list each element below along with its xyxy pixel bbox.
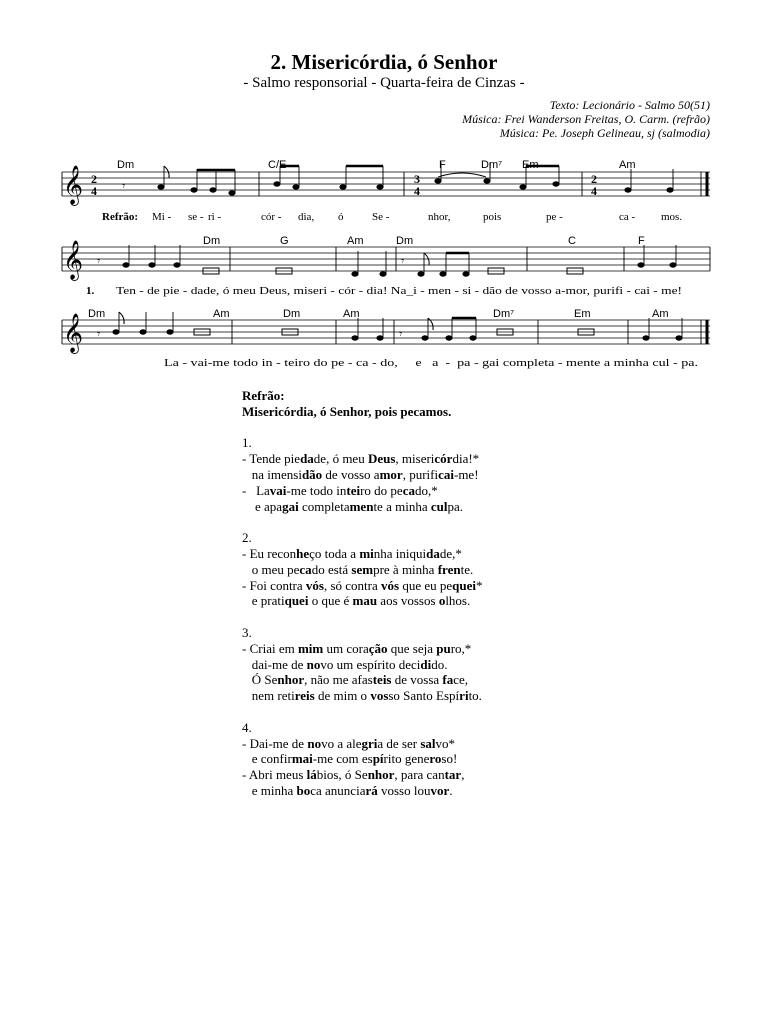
text-segment: nem reti (242, 688, 295, 704)
chord: Am (213, 308, 230, 320)
stressed-syllable: vós (381, 577, 400, 593)
staff-lines (62, 172, 710, 196)
rest: 𝄾 (399, 327, 403, 341)
stanza-line (242, 767, 682, 783)
text-segment: , miseri (395, 451, 435, 467)
text-segment: do. (431, 656, 448, 672)
text-segment: que seja (387, 640, 437, 656)
time-signature: 2 (591, 172, 597, 186)
text-segment: ce, (453, 672, 469, 688)
syllable: ó (338, 211, 344, 223)
text-segment: - Criai em (242, 640, 298, 656)
syllable: ca - (619, 211, 636, 223)
stressed-syllable: gri (361, 735, 378, 751)
credit-music-refrain: Música: Frei Wanderson Freitas, O. Carm. (refrão) (462, 112, 710, 126)
chord: Dm⁷ (481, 159, 503, 171)
time-signature: 4 (91, 184, 97, 198)
stressed-syllable: pí (372, 751, 384, 767)
text-segment: - Dai-me de (242, 735, 308, 751)
stressed-syllable: mau (352, 593, 378, 609)
stressed-syllable: ca (299, 561, 312, 577)
stressed-syllable: quei (284, 593, 309, 609)
stanza-line (242, 578, 682, 594)
syllable: mos. (661, 211, 683, 223)
text-segment: a de ser (377, 735, 421, 751)
text-segment: lhos. (445, 593, 471, 609)
text-segment: o que é (308, 593, 353, 609)
note (421, 335, 428, 340)
stressed-syllable: ri (459, 688, 469, 704)
stressed-syllable: fren (437, 561, 461, 577)
lyrics-system-3 (164, 357, 698, 369)
note (519, 184, 526, 189)
stressed-syllable: men (349, 498, 374, 514)
stanza-line (242, 483, 682, 499)
text-segment: do,* (414, 482, 438, 498)
stanza-line (242, 546, 682, 562)
text-segment: ca anuncia (310, 782, 366, 798)
rest: 𝄾 (122, 179, 126, 193)
stanza-line (242, 641, 682, 657)
time-signature: 3 (414, 172, 420, 186)
chord: Am (652, 308, 669, 320)
note (462, 271, 469, 276)
text-segment: , não me afas (304, 672, 373, 688)
psalm-text (242, 388, 682, 799)
syllable: cór - (261, 211, 282, 223)
stanza-number: 3. (242, 624, 252, 640)
stanza-line (242, 451, 682, 467)
stanza-line (242, 783, 682, 799)
syllable: nhor, (428, 211, 451, 223)
verse-number: 1. (86, 285, 95, 297)
note (157, 184, 164, 189)
stressed-syllable: rá (365, 782, 378, 798)
syllable: Se - (372, 211, 390, 223)
text-segment: bios, ó Se (316, 767, 368, 783)
text-segment: so Santo Espí (388, 688, 460, 704)
stressed-syllable: ca (402, 482, 415, 498)
stressed-syllable: tar (444, 767, 462, 783)
syllable: ri - (208, 211, 222, 223)
stanza-number: 2. (242, 530, 252, 546)
stanza-gap (242, 704, 682, 720)
page-subtitle: - Salmo responsorial - Quarta-feira de Cinzas - (243, 75, 525, 91)
syllable: se - (188, 211, 204, 223)
note (228, 190, 235, 195)
treble-clef: 𝄞 (63, 167, 84, 204)
text-segment: * (475, 577, 483, 593)
text-segment: ro do pe (360, 482, 403, 498)
stressed-syllable: o (438, 593, 446, 609)
stressed-syllable: no (306, 656, 321, 672)
text-segment: te a minha (373, 498, 431, 514)
stressed-syllable: vós (305, 577, 324, 593)
stressed-syllable: he (296, 545, 310, 561)
text-segment: na imensi (242, 466, 302, 482)
stressed-syllable: da (426, 545, 440, 561)
chord: Dm (203, 235, 221, 247)
note (376, 335, 383, 340)
stressed-syllable: tei (346, 482, 361, 498)
stressed-syllable: da (300, 451, 314, 467)
stressed-syllable: gai (282, 498, 299, 514)
chord: Am (343, 308, 360, 320)
note (173, 262, 180, 267)
note (339, 184, 346, 189)
text-segment: , (461, 767, 465, 783)
stressed-syllable: mor (379, 466, 403, 482)
text-segment: - La (242, 482, 270, 498)
time-signature: 4 (414, 184, 420, 198)
text-segment: vo um espírito deci (320, 656, 421, 672)
syllable: pois (483, 211, 502, 223)
note (148, 262, 155, 267)
stressed-syllable: nhor (277, 672, 305, 688)
time-signature: 4 (591, 184, 597, 198)
text-segment: e apa (242, 498, 283, 514)
text-segment: . (449, 782, 453, 798)
note (624, 187, 631, 192)
text-segment: um cora (323, 640, 369, 656)
chords-system-3 (88, 308, 669, 320)
refrain-text: Misericórdia, ó Senhor, pois pecamos. (242, 403, 452, 419)
syllable: dia, (298, 211, 315, 223)
note (292, 184, 299, 189)
verse-lyrics: Ten - de pie - dade, ó meu Deus, miseri - cór - dia! Na_i - men - si - dão de vosso a-mor, purifi - cai - me! (116, 285, 682, 297)
chord: Em (522, 159, 539, 171)
note (675, 335, 682, 340)
note (209, 187, 216, 192)
note (379, 271, 386, 276)
stanza-line (242, 593, 682, 609)
note (351, 335, 358, 340)
stressed-syllable: mai (291, 751, 313, 767)
treble-clef: 𝄞 (63, 242, 84, 279)
lyrics-system-2 (86, 285, 682, 297)
stressed-syllable: vor (430, 782, 450, 798)
credit-music-psalmody: Música: Pe. Joseph Gelineau, sj (salmodia) (499, 126, 710, 140)
note (666, 187, 673, 192)
text-segment: e minha (242, 782, 297, 798)
text-segment: pre à minha (373, 561, 438, 577)
rest: 𝄾 (97, 254, 101, 268)
text-segment: , só contra (323, 577, 382, 593)
note (642, 335, 649, 340)
note (273, 181, 280, 186)
syllable: pe - (546, 211, 563, 223)
stressed-syllable: di (420, 656, 432, 672)
credits (462, 98, 710, 140)
chord: G (280, 235, 289, 247)
stressed-syllable: vos (370, 688, 389, 704)
chord: F (638, 235, 645, 247)
text-segment: de vosso a (322, 466, 380, 482)
chords-system-2 (203, 235, 645, 247)
stanza-line (242, 657, 682, 673)
text-segment: , para can (394, 767, 445, 783)
refrain-label: Refrão: (102, 211, 139, 223)
stanza-line (242, 688, 682, 704)
stanza-line (242, 751, 682, 767)
note (483, 178, 490, 183)
note (417, 271, 424, 276)
note (139, 329, 146, 334)
text-segment: do está (311, 561, 352, 577)
chord: Em (574, 308, 591, 320)
text-segment: so! (441, 751, 458, 767)
text-segment: - Tende pie (242, 451, 301, 467)
text-segment: que eu pe (399, 577, 453, 593)
note (190, 187, 197, 192)
note (552, 181, 559, 186)
text-segment: vo* (435, 735, 456, 751)
text-segment: completa (298, 498, 350, 514)
note (376, 184, 383, 189)
stanza-line (242, 736, 682, 752)
text-segment: de vossa (391, 672, 443, 688)
stressed-syllable: ro (429, 751, 442, 767)
text-segment: vo a ale (321, 735, 362, 751)
note (122, 262, 129, 267)
chord: Am (347, 235, 364, 247)
note (669, 262, 676, 267)
chord: Dm (117, 159, 135, 171)
lyrics-system-1 (102, 211, 682, 223)
stressed-syllable: nhor (367, 767, 395, 783)
stressed-syllable: mi (359, 545, 374, 561)
text-segment: e confir (242, 751, 292, 767)
stanza-number: 1. (242, 435, 252, 451)
stressed-syllable: mim (297, 640, 324, 656)
text-segment: -me com es (312, 751, 373, 767)
text-segment: -me todo in (286, 482, 347, 498)
stressed-syllable: cul (430, 498, 448, 514)
stressed-syllable: lá (306, 767, 317, 783)
stressed-syllable: no (307, 735, 322, 751)
stressed-syllable: sem (351, 561, 374, 577)
stanza-line (242, 672, 682, 688)
chord: Dm (396, 235, 414, 247)
rest: 𝄾 (97, 327, 101, 341)
stressed-syllable: dão (301, 466, 323, 482)
stanza-line (242, 499, 682, 515)
time-signature: 2 (91, 172, 97, 186)
text-segment: aos vossos (377, 593, 439, 609)
stressed-syllable: reis (294, 688, 315, 704)
stanza-line (242, 562, 682, 578)
chord: Dm (88, 308, 106, 320)
stressed-syllable: cór (434, 451, 453, 467)
text-segment: te. (460, 561, 474, 577)
text-segment: ço toda a (309, 545, 360, 561)
page-title: 2. Misericórdia, ó Senhor (270, 50, 498, 74)
note (166, 329, 173, 334)
text-segment: rito gene (383, 751, 430, 767)
stanza-gap (242, 514, 682, 530)
text-segment: - Eu recon (242, 545, 297, 561)
stressed-syllable: fa (442, 672, 454, 688)
note (434, 178, 441, 183)
stressed-syllable: bo (296, 782, 311, 798)
stressed-syllable: Deus (367, 451, 396, 467)
text-segment: -me! (453, 466, 479, 482)
chord: F (439, 159, 446, 171)
text-segment: nha iniqui (373, 545, 427, 561)
text-segment: to. (468, 688, 482, 704)
note (439, 271, 446, 276)
stanza-line (242, 467, 682, 483)
text-segment: - Foi contra (242, 577, 306, 593)
stressed-syllable: teis (372, 672, 392, 688)
stressed-syllable: quei (452, 577, 476, 593)
note (445, 335, 452, 340)
syllable: Mi - (152, 211, 172, 223)
refrain-label: Refrão: (242, 388, 285, 403)
text-segment: vosso lou (377, 782, 431, 798)
stanza-gap (242, 420, 682, 436)
stressed-syllable: vai (269, 482, 287, 498)
music-score (0, 150, 768, 375)
system-3 (62, 312, 710, 354)
text-segment: de,* (439, 545, 462, 561)
chord: C/E (268, 159, 287, 171)
text-segment: - Abri meus (242, 767, 307, 783)
treble-clef: 𝄞 (63, 315, 84, 352)
stressed-syllable: sal (420, 735, 436, 751)
stressed-syllable: pu (436, 640, 451, 656)
chord: Am (619, 159, 636, 171)
stanzas (242, 420, 682, 799)
system-2 (62, 241, 710, 281)
chord: Dm⁷ (493, 308, 515, 320)
note (637, 262, 644, 267)
verse-lyrics: La - vai-me todo in - teiro do pe - ca - do, e a - pa - gai completa - mente a minha cul - pa. (164, 357, 699, 369)
staff-lines (62, 320, 710, 344)
text-segment: de mim o (314, 688, 371, 704)
text-segment: de, ó meu (313, 451, 368, 467)
chord: Dm (283, 308, 301, 320)
note (469, 335, 476, 340)
text-segment: pa. (447, 498, 463, 514)
text-segment: dia!* (452, 451, 480, 467)
system-1 (62, 162, 710, 206)
stressed-syllable: cai (438, 466, 454, 482)
text-segment: e prati (242, 593, 285, 609)
text-segment: , purifi (402, 466, 439, 482)
text-segment: dai-me de (242, 656, 307, 672)
stressed-syllable: ção (368, 640, 388, 656)
note (351, 271, 358, 276)
text-segment: o meu pe (242, 561, 300, 577)
stanza-gap (242, 609, 682, 625)
text-segment: Ó Se (242, 672, 278, 688)
note (112, 329, 119, 334)
credit-text: Texto: Lecionário - Salmo 50(51) (549, 98, 710, 112)
rest: 𝄾 (401, 254, 405, 268)
text-segment: ro,* (450, 640, 472, 656)
stanza-number: 4. (242, 719, 252, 735)
chord: C (568, 235, 576, 247)
